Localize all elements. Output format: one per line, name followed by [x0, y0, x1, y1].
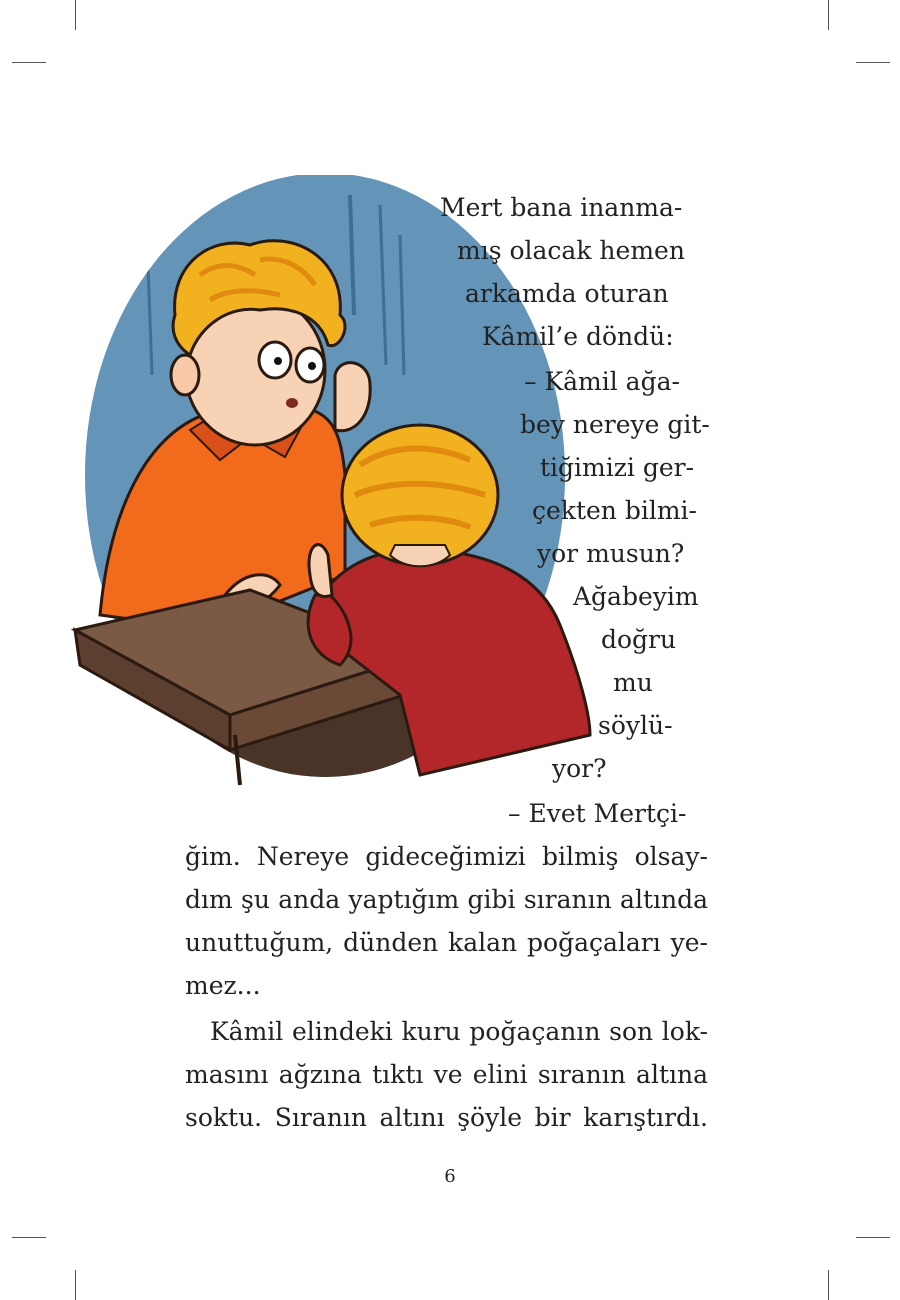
text-line-2: mış olacak hemen [457, 236, 685, 265]
crop-mark-left-top [12, 62, 46, 63]
page-number: 6 [444, 1166, 456, 1187]
text-line-3: arkamda oturan [465, 279, 669, 308]
text-line-6: bey nereye git- [520, 410, 710, 439]
text-line-20: Kâmil elindeki kuru poğaçanın son lok- [210, 1017, 708, 1046]
text-line-9: yor musun? [537, 539, 685, 568]
text-line-1: Mert bana inanma- [440, 193, 683, 222]
text-line-5: – Kâmil ağa- [524, 367, 680, 396]
crop-mark-right-top [856, 62, 890, 63]
text-line-18: unuttuğum, dünden kalan poğaçaları ye- [185, 928, 708, 957]
text-line-8: çekten bilmi- [532, 496, 697, 525]
text-line-16: ğim. Nereye gideceğimizi bilmiş olsay- [185, 842, 708, 871]
text-line-12: mu [613, 668, 653, 697]
crop-mark-right-bottom [856, 1237, 890, 1238]
crop-mark-bottom-right [828, 1270, 829, 1300]
text-line-10: Ağabeyim [573, 582, 699, 611]
text-line-19: mez... [185, 971, 261, 1000]
text-line-13: söylü- [598, 711, 673, 740]
text-line-4: Kâmil’e döndü: [482, 322, 674, 351]
text-line-7: tiğimizi ger- [540, 453, 695, 482]
text-line-17: dım şu anda yaptığım gibi sıranın altında [185, 885, 708, 914]
text-line-22: soktu. Sıranın altını şöyle bir karıştırdı. [185, 1103, 708, 1132]
crop-mark-top-left [75, 0, 76, 30]
crop-mark-left-bottom [12, 1237, 46, 1238]
text-line-11: doğru [601, 625, 677, 654]
crop-mark-bottom-left [75, 1270, 76, 1300]
text-line-15: – Evet Mertçi- [508, 799, 687, 828]
text-line-21: masını ağzına tıktı ve elini sıranın altına [185, 1060, 708, 1089]
crop-mark-top-right [828, 0, 829, 30]
text-line-14: yor? [552, 754, 607, 783]
